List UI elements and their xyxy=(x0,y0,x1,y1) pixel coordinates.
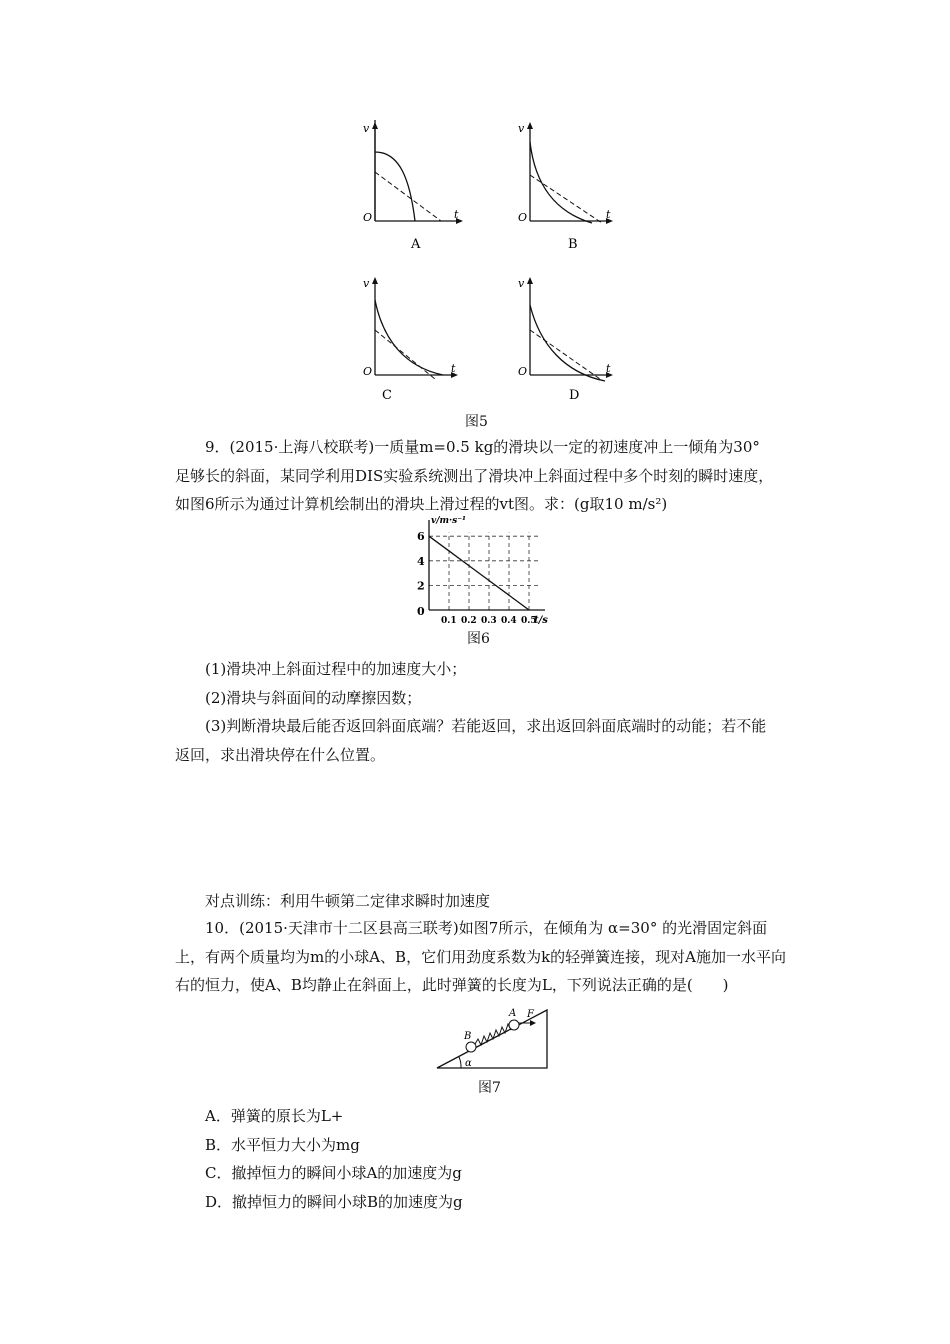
label-alpha: α xyxy=(465,1058,472,1069)
option-d: D．撤掉恒力的瞬间小球B的加速度为g xyxy=(205,1192,463,1211)
x-tick-label: 0.1 xyxy=(441,616,457,626)
series-line xyxy=(429,536,529,610)
label-a: A xyxy=(509,1008,517,1019)
x-tick-label: 0.5 xyxy=(521,616,537,626)
x-tick-label: 0.2 xyxy=(461,616,477,626)
x-axis-title: t/s xyxy=(534,615,548,626)
x-tick-label: 0.3 xyxy=(481,616,497,626)
label-b: B xyxy=(464,1031,472,1042)
origin-label: O xyxy=(518,211,528,224)
axis-t-label: t xyxy=(451,362,456,375)
q9-sub-3a: (3)判断滑块最后能否返回斜面底端？若能返回，求出返回斜面底端时的动能；若不能 xyxy=(205,717,767,735)
origin-label: O xyxy=(363,365,373,378)
figure7-diagram xyxy=(435,1005,555,1075)
figure5-graph-b xyxy=(510,120,620,260)
figure5-caption: 图5 xyxy=(465,414,488,430)
option-c: C．撤掉恒力的瞬间小球A的加速度为g xyxy=(205,1164,462,1182)
q9-sub-1: (1)滑块冲上斜面过程中的加速度大小； xyxy=(205,660,467,678)
y-tick-label: 2 xyxy=(417,579,425,593)
figure5-graph-d xyxy=(510,275,620,415)
figure5-graph-c xyxy=(355,275,465,415)
q9-line-1: 9．(2015·上海八校联考)一质量m=0.5 kg的滑块以一定的初速度冲上一倾角为30° xyxy=(205,438,760,456)
graph-label: C xyxy=(382,388,392,403)
spring xyxy=(475,1024,511,1045)
figure6-chart xyxy=(415,518,565,628)
axis-t-label: t xyxy=(454,208,459,221)
section-title: 对点训练：利用牛顿第二定律求瞬时加速度 xyxy=(205,892,491,910)
ball-a xyxy=(509,1020,519,1030)
x-tick-label: 0.4 xyxy=(501,616,517,626)
axis-t-label: t xyxy=(606,362,611,375)
axis-v-label: v xyxy=(363,277,370,290)
question-9-subquestions xyxy=(175,655,810,769)
graph-label: D xyxy=(569,388,580,403)
q9-line-3: 如图6所示为通过计算机绘制出的滑块上滑过程的vt图。求：(g取10 m/s²) xyxy=(175,495,668,513)
graph-label: A xyxy=(411,237,421,252)
axis-v-label: v xyxy=(518,122,525,135)
y-tick-label: 6 xyxy=(417,530,425,544)
q9-line-2: 足够长的斜面，某同学利用DIS实验系统测出了滑块冲上斜面过程中多个时刻的瞬时速度， xyxy=(175,466,774,485)
q10-line-3: 右的恒力，使A、B均静止在斜面上，此时弹簧的长度为L，下列说法正确的是( ) xyxy=(175,976,729,994)
figure6-caption: 图6 xyxy=(467,631,490,647)
origin-label: 0 xyxy=(417,605,425,618)
q10-line-2: 上，有两个质量均为m的小球A、B，它们用劲度系数为k的轻弹簧连接，现对A施加一水平向 xyxy=(175,947,787,966)
option-b: B．水平恒力大小为mg xyxy=(205,1135,360,1154)
y-axis-title: v/m·s⁻¹ xyxy=(431,516,466,526)
q9-sub-2: (2)滑块与斜面间的动摩擦因数； xyxy=(205,688,422,707)
graph-label: B xyxy=(568,237,578,252)
origin-label: O xyxy=(363,211,373,224)
figure7-caption: 图7 xyxy=(478,1080,501,1096)
ball-b xyxy=(466,1042,476,1052)
axis-v-label: v xyxy=(363,122,370,135)
figure5-graph-a xyxy=(355,120,465,260)
q10-options xyxy=(205,1102,463,1216)
y-tick-label: 4 xyxy=(417,554,425,568)
origin-label: O xyxy=(518,365,528,378)
question-9 xyxy=(175,433,810,519)
option-a: A．弹簧的原长为L+ xyxy=(205,1107,344,1125)
label-f: F xyxy=(527,1009,534,1020)
axis-v-label: v xyxy=(518,277,525,290)
q9-sub-3b: 返回，求出滑块停在什么位置。 xyxy=(175,745,386,764)
q10-line-1: 10．(2015·天津市十二区县高三联考)如图7所示，在倾角为 α=30° 的光滑固定斜面 xyxy=(205,919,768,937)
axis-t-label: t xyxy=(606,208,611,221)
question-10 xyxy=(175,914,810,1000)
